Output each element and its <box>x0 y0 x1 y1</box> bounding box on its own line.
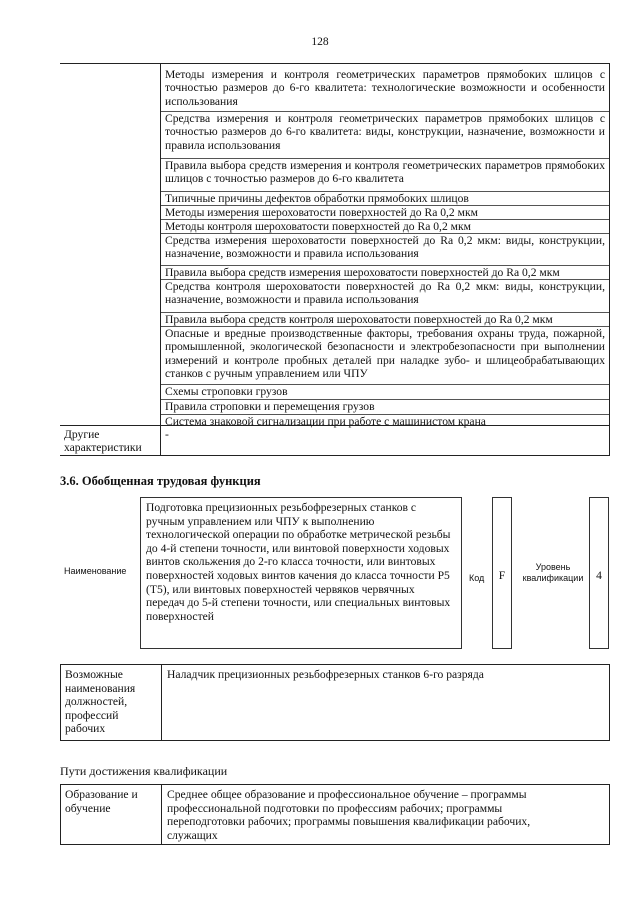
knowledge-label-column <box>60 64 161 455</box>
knowledge-item: Система знаковой сигнализации при работе с машинистом крана <box>165 415 486 428</box>
positions-table <box>60 664 610 741</box>
positions-divider <box>161 665 162 740</box>
education-table <box>60 784 610 845</box>
knowledge-item: Средства контроля шероховатости поверхностей до Ra 0,2 мкм: виды, конструкции, назначение, возможности и правила использования <box>161 280 609 313</box>
knowledge-item: Типичные причины дефектов обработки прямобоких шлицов <box>161 192 609 206</box>
knowledge-item: Средства измерения и контроля геометрических параметров прямобоких шлицов с точностью размеров до 6-го квалитета: виды, конструкции, назначение, возможности и правила использования <box>161 112 609 159</box>
other-characteristics-value: - <box>165 428 169 441</box>
knowledge-item: Правила выбора средств измерения шероховатости поверхностей до Ra 0,2 мкм <box>161 266 609 280</box>
positions-label: Возможные наименования должностей, профессий рабочих <box>65 668 136 736</box>
knowledge-item: Опасные и вредные производственные факторы, требования охраны труда, пожарной, промышленной, экологической безопасности и электробезопасности при выполнении измерений и контроле пробных деталей при наладке зубо- и шлицеобрабатывающих станков с ручным управлением или ЧПУ <box>161 327 609 385</box>
name-label: Наименование <box>64 566 127 576</box>
section-title: 3.6. Обобщенная трудовая функция <box>60 474 261 488</box>
qualification-paths-title: Пути достижения квалификации <box>60 764 228 778</box>
knowledge-item: Правила выбора средств контроля шероховатости поверхностей до Ra 0,2 мкм <box>161 313 609 327</box>
code-label: Код <box>469 573 485 583</box>
education-label: Образование и обучение <box>65 788 138 815</box>
education-value: Среднее общее образование и профессиональное обучение – программы профессиональной подготовки по профессиям рабочих; программы переподготовки рабочих; программы повышения квалификации рабочих, служащих <box>167 788 531 842</box>
qualification-level-label: Уровень квалификации <box>522 562 584 583</box>
other-characteristics-row <box>60 425 610 455</box>
knowledge-item: Средства измерения шероховатости поверхностей до Ra 0,2 мкм: виды, конструкции, назначение, возможности и правила использования <box>161 234 609 266</box>
function-name-box: Подготовка прецизионных резьбофрезерных станков с ручным управлением или ЧПУ к выполнению технологической операции по обработке метрической резьбы до 4-й степени точности, или винтовой поверхности ходовых винтов скольжения до 2-го класса точности, или винтовых поверхностей ходовых винтов качения до класса точности Р5 (Т5), или винтовых поверхностей червяков червячных передач до 5-й степени точности, или специальных винтовых поверхностей <box>140 497 462 649</box>
knowledge-item: Методы контроля шероховатости поверхностей до Ra 0,2 мкм <box>161 220 609 234</box>
knowledge-item: Методы измерения шероховатости поверхностей до Ra 0,2 мкм <box>161 206 609 220</box>
knowledge-item: Схемы строповки грузов <box>161 385 609 400</box>
knowledge-item: Правила строповки и перемещения грузов <box>161 400 609 415</box>
knowledge-item: Методы измерения и контроля геометрических параметров прямобоких шлицов с точностью размеров до 6-го квалитета: технологические возможности и особенности использования <box>161 64 609 112</box>
code-value-box: F <box>492 497 512 649</box>
page-number: 128 <box>311 36 329 48</box>
positions-value: Наладчик прецизионных резьбофрезерных станков 6-го разряда <box>167 668 484 681</box>
education-divider <box>161 785 162 844</box>
other-characteristics-label: Другие характеристики <box>64 428 142 455</box>
knowledge-items-column <box>161 64 610 455</box>
knowledge-item: Правила выбора средств измерения и контроля геометрических параметров прямобоких шлицов с точностью размеров до 6-го квалитета <box>161 159 609 192</box>
knowledge-table <box>60 63 610 456</box>
qualification-level-box: 4 <box>589 497 609 649</box>
